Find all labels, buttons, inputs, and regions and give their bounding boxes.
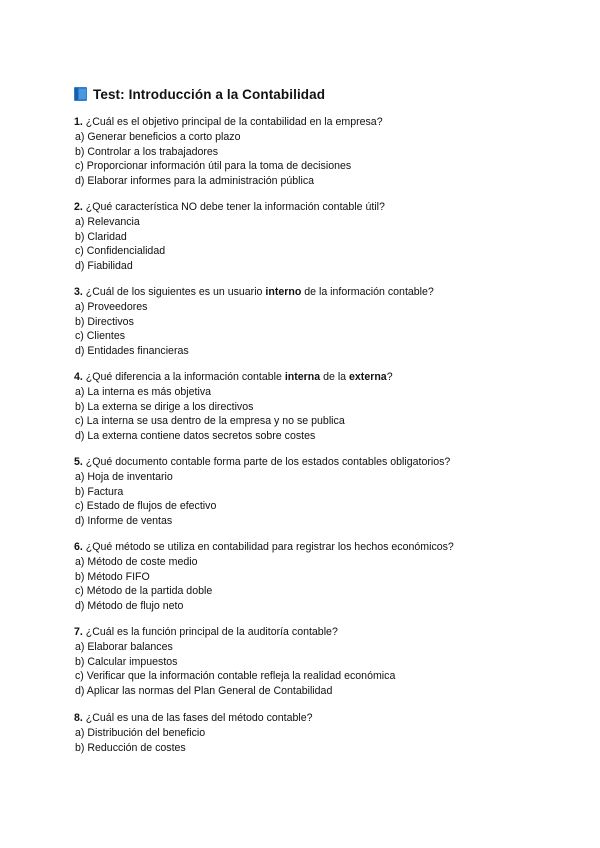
answer-option-b: b) Factura	[75, 485, 124, 498]
question-text	[74, 285, 544, 300]
question-text	[74, 200, 544, 215]
question-1	[74, 115, 544, 188]
question-number: 8.	[74, 712, 83, 724]
answer-option-a: a) Hoja de inventario	[75, 471, 173, 483]
question-number: 7.	[74, 626, 83, 638]
answer-option-d: d) La externa contiene datos secretos sobre costes	[75, 429, 316, 442]
question-number: 2.	[74, 201, 83, 213]
answer-option-d: d) Método de flujo neto	[75, 599, 184, 612]
question-prompt: ¿Cuál es la función principal de la auditoría contable?	[82, 626, 338, 638]
question-prompt: ¿Cuál es el objetivo principal de la contabilidad en la empresa?	[82, 116, 383, 128]
answer-option-a: a) La interna es más objetiva	[75, 386, 212, 398]
question-prompt-middle: de la	[320, 371, 350, 383]
question-5	[74, 455, 544, 528]
question-prompt: ¿Qué característica NO debe tener la información contable útil?	[82, 201, 385, 213]
answer-option-b: b) Claridad	[75, 230, 127, 243]
question-text	[74, 540, 544, 555]
answer-option-b: b) Directivos	[75, 315, 134, 328]
answer-option-c: c) La interna se usa dentro de la empresa y no se publica	[75, 415, 345, 428]
question-number: 4.	[74, 371, 83, 383]
question-text	[74, 370, 544, 385]
answer-option-a: a) Generar beneficios a corto plazo	[75, 131, 241, 143]
question-number: 6.	[74, 541, 83, 553]
answer-option-c: c) Confidencialidad	[75, 245, 166, 258]
question-number: 1.	[74, 116, 83, 128]
answer-option-d: d) Entidades financieras	[75, 344, 189, 357]
answer-option-a: a) Proveedores	[75, 301, 148, 313]
answer-option-d: d) Fiabilidad	[75, 259, 133, 272]
answer-option-c: c) Clientes	[75, 330, 126, 343]
answer-option-d: d) Informe de ventas	[75, 514, 173, 527]
question-prompt: ¿Qué documento contable forma parte de los estados contables obligatorios?	[82, 456, 451, 468]
question-prompt: ¿Qué método se utiliza en contabilidad para registrar los hechos económicos?	[82, 541, 454, 553]
question-4	[74, 370, 544, 443]
answer-option-a: a) Relevancia	[75, 216, 140, 228]
answer-option-a: a) Elaborar balances	[75, 641, 173, 653]
answer-option-d: d) Elaborar informes para la administración pública	[75, 174, 315, 187]
answer-option-c: c) Verificar que la información contable refleja la realidad económica	[75, 670, 396, 683]
answer-option-d: d) Aplicar las normas del Plan General de Contabilidad	[75, 684, 333, 697]
question-number: 5.	[74, 456, 83, 468]
answer-option-b: b) Reducción de costes	[75, 741, 186, 754]
answer-option-b: b) La externa se dirige a los directivos	[75, 400, 254, 413]
question-3	[74, 285, 544, 358]
emphasis-word: interna	[284, 371, 321, 383]
question-text	[74, 711, 544, 726]
question-text	[74, 455, 544, 470]
question-prompt: ¿Cuál es una de las fases del método contable?	[82, 712, 313, 724]
emphasis-word: interno	[265, 286, 302, 298]
question-8	[74, 711, 544, 755]
emphasis-word: externa	[349, 371, 387, 383]
answer-option-b: b) Controlar a los trabajadores	[75, 145, 219, 158]
answer-option-b: b) Método FIFO	[75, 570, 150, 583]
question-prompt-end: de la información contable?	[301, 286, 434, 298]
answer-option-c: c) Estado de flujos de efectivo	[75, 500, 217, 513]
question-6	[74, 540, 544, 613]
question-7	[74, 625, 544, 698]
title-row	[74, 85, 325, 103]
page-title: Test: Introducción a la Contabilidad	[93, 86, 326, 102]
answer-option-c: c) Método de la partida doble	[75, 585, 213, 598]
question-prompt: ¿Cuál de los siguientes es un usuario	[82, 286, 266, 298]
answer-option-a: a) Método de coste medio	[75, 556, 198, 568]
question-text	[74, 115, 544, 130]
question-number: 3.	[74, 286, 83, 298]
question-prompt: ¿Qué diferencia a la información contable	[82, 371, 285, 383]
answer-option-a: a) Distribución del beneficio	[75, 727, 206, 739]
answer-option-b: b) Calcular impuestos	[75, 655, 178, 668]
blue-book-icon	[74, 87, 87, 101]
question-prompt-end: ?	[386, 371, 393, 383]
answer-option-c: c) Proporcionar información útil para la toma de decisiones	[75, 160, 352, 173]
question-2	[74, 200, 544, 273]
question-text	[74, 625, 544, 640]
